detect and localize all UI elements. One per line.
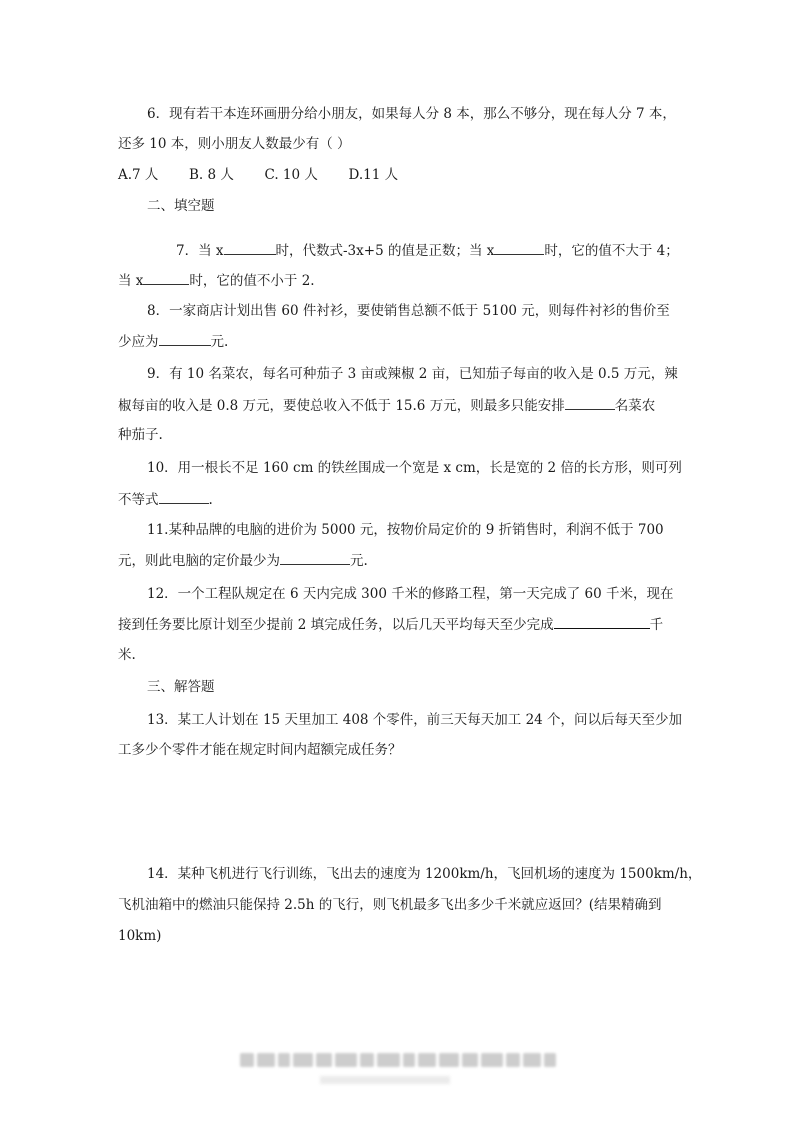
q7-line1 bbox=[176, 240, 679, 261]
q12-line2 bbox=[118, 614, 663, 635]
q6-line1: 6．现有若干本连环画册分给小朋友，如果每人分 8 本，那么不够分，现在每人分 7 本， bbox=[147, 106, 676, 122]
q6-option-b: B. 8 人 bbox=[189, 167, 234, 183]
q7-line2 bbox=[118, 270, 315, 291]
q8-line1: 8．一家商店计划出售 60 件衬衫，要使销售总额不低于 5100 元，则每件衬衫的售价至 bbox=[147, 303, 670, 319]
q14-line1: 14．某种飞机进行飞行训练，飞出去的速度为 1200km/h，飞回机场的速度为 1500km/h， bbox=[147, 866, 702, 882]
q11-text-b: 元. bbox=[350, 553, 368, 569]
q11-text-a: 元，则此电脑的定价最少为 bbox=[118, 553, 280, 569]
section-title-solve: 三、解答题 bbox=[147, 679, 215, 695]
q11-blank[interactable] bbox=[280, 550, 350, 565]
q7-blank-3[interactable] bbox=[143, 270, 189, 285]
q11-line2 bbox=[118, 550, 368, 571]
q8-blank[interactable] bbox=[159, 331, 211, 346]
q6-option-a: A.7 人 bbox=[118, 167, 159, 183]
q7-text-a: 7．当 x bbox=[176, 243, 224, 259]
q7-blank-2[interactable] bbox=[494, 240, 544, 255]
q6-line2: 还多 10 本，则小朋友人数最少有（ ） bbox=[118, 136, 351, 152]
q8-text-a: 少应为 bbox=[118, 334, 159, 350]
q10-text-b: . bbox=[208, 492, 213, 508]
q9-line2 bbox=[118, 395, 655, 416]
q7-text-d: 当 x bbox=[118, 273, 144, 289]
q6-option-d: D.11 人 bbox=[348, 167, 399, 183]
q10-text-a: 不等式 bbox=[118, 492, 159, 508]
q6-options bbox=[118, 165, 398, 185]
section-title-fill-in: 二、填空题 bbox=[147, 198, 215, 214]
q9-blank[interactable] bbox=[565, 395, 615, 410]
q9-text-b: 名菜农 bbox=[614, 398, 656, 414]
q12-text-b: 千 bbox=[649, 617, 664, 633]
q12-blank[interactable] bbox=[554, 614, 650, 629]
q7-text-b: 时，代数式-3x+5 的值是正数；当 x bbox=[275, 243, 495, 259]
q13-line1: 13．某工人计划在 15 天里加工 408 个零件，前三天每天加工 24 个，问以后每天至少加 bbox=[147, 712, 683, 728]
q8-text-b: 元. bbox=[210, 334, 229, 350]
q7-blank-1[interactable] bbox=[224, 240, 276, 255]
q12-line1: 12．一个工程队规定在 6 天内完成 300 千米的修路工程，第一天完成了 60 千米，现在 bbox=[147, 586, 674, 602]
q10-line1: 10．用一根长不足 160 cm 的铁丝围成一个宽是 x cm，长是宽的 2 倍的长方形，则可列 bbox=[147, 460, 682, 476]
footer-watermark-subline bbox=[320, 1076, 450, 1084]
q9-text-a: 椒每亩的收入是 0.8 万元，要使总收入不低于 15.6 万元，则最多只能安排 bbox=[118, 398, 565, 414]
q13-line2: 工多少个零件才能在规定时间内超额完成任务？ bbox=[118, 742, 402, 758]
q12-line3: 米. bbox=[118, 647, 136, 663]
q10-blank[interactable] bbox=[159, 489, 209, 504]
q8-line2 bbox=[118, 331, 228, 352]
footer-watermark bbox=[240, 1053, 556, 1071]
q7-text-e: 时，它的值不小于 2. bbox=[189, 273, 315, 289]
q12-text-a: 接到任务要比原计划至少提前 2 填完成任务，以后几天平均每天至少完成 bbox=[118, 617, 554, 633]
q14-line2: 飞机油箱中的燃油只能保持 2.5h 的飞行，则飞机最多飞出多少千米就应返回？(结果精确到 bbox=[118, 897, 662, 913]
q9-line1: 9．有 10 名菜农，每名可种茄子 3 亩或辣椒 2 亩，已知茄子每亩的收入是 0.5 万元，辣 bbox=[147, 366, 678, 382]
q7-text-c: 时，它的值不大于 4； bbox=[544, 243, 679, 259]
q14-line3: 10km) bbox=[118, 928, 162, 944]
q6-option-c: C. 10 人 bbox=[264, 167, 318, 183]
q10-line2 bbox=[118, 489, 213, 510]
q9-line3: 种茄子. bbox=[118, 427, 163, 443]
q11-line1: 11.某种品牌的电脑的进价为 5000 元，按物价局定价的 9 折销售时，利润不低于 700 bbox=[147, 522, 664, 538]
